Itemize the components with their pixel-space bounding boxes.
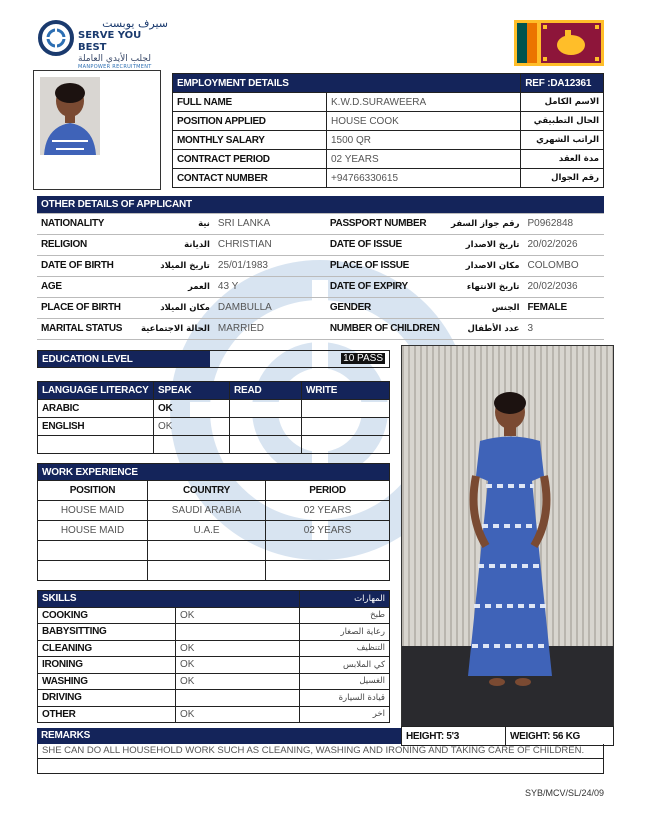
work-position: HOUSE MAID <box>38 521 148 541</box>
read-header: READ <box>230 382 302 400</box>
remarks-section <box>37 728 604 774</box>
work-country: SAUDI ARABIA <box>148 501 266 521</box>
speak-value: OK <box>154 418 230 436</box>
field-label: MONTHLY SALARY <box>173 131 327 150</box>
write-value <box>302 436 390 454</box>
skill-value: OK <box>176 607 300 624</box>
skill-name: CLEANING <box>38 640 176 657</box>
education-row <box>37 350 390 368</box>
table-row <box>38 436 390 454</box>
field-label-ar: تاريخ الانتهاء <box>444 276 524 297</box>
field-value: SRI LANKA <box>214 213 326 234</box>
work-period: 02 YEARS <box>266 501 390 521</box>
field-value: 43 Y <box>214 276 326 297</box>
skill-value: OK <box>176 657 300 674</box>
skill-name: COOKING <box>38 607 176 624</box>
write-header: WRITE <box>302 382 390 400</box>
brand-name-ar: سيرف يوبست <box>102 17 168 30</box>
table-row <box>38 400 390 418</box>
brand-name: SERVE YOU BEST <box>78 30 142 53</box>
table-row <box>173 112 604 131</box>
field-value: MARRIED <box>214 318 326 339</box>
field-value: COLOMBO <box>524 255 605 276</box>
table-row <box>38 690 390 707</box>
table-row <box>38 521 390 541</box>
table-row <box>38 624 390 641</box>
language-name: ARABIC <box>38 400 154 418</box>
write-value <box>302 418 390 436</box>
skill-name-ar: كي الملابس <box>300 657 390 674</box>
field-label: NUMBER OF CHILDREN <box>326 318 444 339</box>
table-row <box>38 607 390 624</box>
skill-name-ar: رعاية الصغار <box>300 624 390 641</box>
speak-value <box>154 436 230 454</box>
field-value: 02 YEARS <box>327 150 521 169</box>
table-row <box>38 561 390 581</box>
speak-value: OK <box>154 400 230 418</box>
employment-header: EMPLOYMENT DETAILS <box>173 74 521 93</box>
work-country <box>148 561 266 581</box>
skill-name: BABYSITTING <box>38 624 176 641</box>
work-experience-table <box>37 463 390 581</box>
skill-name-ar: الغسيل <box>300 673 390 690</box>
logo-icon <box>38 20 74 56</box>
field-value: DAMBULLA <box>214 297 326 318</box>
field-label: MARITAL STATUS <box>37 318 137 339</box>
field-value: +94766330615 <box>327 169 521 188</box>
education-label: EDUCATION LEVEL <box>38 351 210 367</box>
table-row <box>38 640 390 657</box>
remarks-blank-line <box>37 759 604 774</box>
column-position: POSITION <box>38 481 148 501</box>
language-table <box>37 381 390 454</box>
field-value: 3 <box>524 318 605 339</box>
field-label: CONTACT NUMBER <box>173 169 327 188</box>
field-value: 20/02/2026 <box>524 234 605 255</box>
field-label-ar: الحالة الاجتماعية <box>137 318 214 339</box>
field-label-ar: الحال التطبيقي <box>521 112 604 131</box>
remarks-text: SHE CAN DO ALL HOUSEHOLD WORK SUCH AS CLEANING, WASHING AND IRONING AND TAKING CARE OF CHILDREN. <box>37 744 604 759</box>
field-label: CONTRACT PERIOD <box>173 150 327 169</box>
work-experience-header: WORK EXPERIENCE <box>38 464 390 481</box>
read-value <box>230 436 302 454</box>
height-value: HEIGHT: 5'3 <box>402 727 506 745</box>
column-country: COUNTRY <box>148 481 266 501</box>
skill-value: OK <box>176 706 300 723</box>
field-value: 25/01/1983 <box>214 255 326 276</box>
field-label-ar: مكان الميلاد <box>137 297 214 318</box>
table-row <box>38 706 390 723</box>
field-label: AGE <box>37 276 137 297</box>
education-value-cell <box>210 351 389 367</box>
table-row <box>38 501 390 521</box>
work-country <box>148 541 266 561</box>
field-value: CHRISTIAN <box>214 234 326 255</box>
skill-name: WASHING <box>38 673 176 690</box>
table-row <box>173 169 604 188</box>
skill-name: DRIVING <box>38 690 176 707</box>
field-label-ar: العمر <box>137 276 214 297</box>
field-value: P0962848 <box>524 213 605 234</box>
work-period <box>266 541 390 561</box>
applicant-photo-full <box>401 345 614 735</box>
skill-name-ar: التنظيف <box>300 640 390 657</box>
table-row <box>37 318 604 339</box>
work-position <box>38 541 148 561</box>
field-label: FULL NAME <box>173 93 327 112</box>
field-label-ar: نية <box>137 213 214 234</box>
employment-details-table <box>172 73 604 188</box>
field-label: PLACE OF BIRTH <box>37 297 137 318</box>
language-header: LANGUAGE LITERACY <box>38 382 154 400</box>
table-row <box>173 150 604 169</box>
skill-value <box>176 624 300 641</box>
field-label: NATIONALITY <box>37 213 137 234</box>
field-label-ar: تاريخ الميلاد <box>137 255 214 276</box>
field-label-ar: الجنس <box>444 297 524 318</box>
work-period <box>266 561 390 581</box>
read-value <box>230 418 302 436</box>
table-row <box>38 673 390 690</box>
language-name: ENGLISH <box>38 418 154 436</box>
field-label-ar: الديانة <box>137 234 214 255</box>
skills-header: SKILLS <box>38 591 300 608</box>
reference-number: REF :DA12361 <box>521 74 604 93</box>
field-value: 1500 QR <box>327 131 521 150</box>
table-row <box>37 213 604 234</box>
field-label: PASSPORT NUMBER <box>326 213 444 234</box>
education-value: 10 PASS <box>343 353 383 364</box>
field-label-ar: رقم الجوال <box>521 169 604 188</box>
full-body-image <box>402 346 613 734</box>
weight-value: WEIGHT: 56 KG <box>510 731 580 742</box>
skill-value <box>176 690 300 707</box>
field-value: 20/02/2036 <box>524 276 605 297</box>
work-country: U.A.E <box>148 521 266 541</box>
brand-tagline: MANPOWER RECRUITMENT <box>78 64 152 70</box>
brand-sub-ar: لجلب الأيدي العاملة <box>78 54 151 64</box>
field-label-ar: مكان الاصدار <box>444 255 524 276</box>
table-row <box>37 297 604 318</box>
work-position: HOUSE MAID <box>38 501 148 521</box>
table-row <box>37 255 604 276</box>
work-position <box>38 561 148 581</box>
field-label: DATE OF BIRTH <box>37 255 137 276</box>
read-value <box>230 400 302 418</box>
field-label: RELIGION <box>37 234 137 255</box>
skill-value: OK <box>176 640 300 657</box>
skill-name-ar: طبخ <box>300 607 390 624</box>
work-period: 02 YEARS <box>266 521 390 541</box>
sri-lanka-flag-icon <box>514 20 604 66</box>
skill-value: OK <box>176 673 300 690</box>
skill-name: OTHER <box>38 706 176 723</box>
table-row <box>38 657 390 674</box>
field-label-ar: عدد الأطفال <box>444 318 524 339</box>
table-row <box>37 234 604 255</box>
field-value: FEMALE <box>524 297 605 318</box>
column-period: PERIOD <box>266 481 390 501</box>
field-label: PLACE OF ISSUE <box>326 255 444 276</box>
brand-block <box>78 18 168 71</box>
field-label-ar: مدة العقد <box>521 150 604 169</box>
skill-name: IRONING <box>38 657 176 674</box>
field-label: DATE OF ISSUE <box>326 234 444 255</box>
table-row <box>173 131 604 150</box>
field-label-ar: تاريخ الاصدار <box>444 234 524 255</box>
table-row <box>173 93 604 112</box>
write-value <box>302 400 390 418</box>
field-label: POSITION APPLIED <box>173 112 327 131</box>
portrait-image <box>34 71 160 189</box>
field-label: DATE OF EXPIRY <box>326 276 444 297</box>
language-name <box>38 436 154 454</box>
field-label: GENDER <box>326 297 444 318</box>
skill-name-ar: اخر <box>300 706 390 723</box>
table-row <box>38 541 390 561</box>
skills-table <box>37 590 390 723</box>
field-value: HOUSE COOK <box>327 112 521 131</box>
applicant-photo-small <box>33 70 161 190</box>
field-label-ar: الراتب الشهري <box>521 131 604 150</box>
other-details-header: OTHER DETAILS OF APPLICANT <box>37 196 604 213</box>
field-label-ar: الاسم الكامل <box>521 93 604 112</box>
footer-code: SYB/MCV/SL/24/09 <box>524 788 604 798</box>
speak-header: SPEAK <box>154 382 230 400</box>
other-details-table <box>37 196 604 340</box>
field-label-ar: رقم جواز السفر <box>444 213 524 234</box>
skills-header-ar: المهارات <box>300 591 390 608</box>
table-row <box>37 276 604 297</box>
skill-name-ar: قيادة السيارة <box>300 690 390 707</box>
table-row <box>38 418 390 436</box>
remarks-header: REMARKS <box>37 728 401 744</box>
field-value: K.W.D.SURAWEERA <box>327 93 521 112</box>
